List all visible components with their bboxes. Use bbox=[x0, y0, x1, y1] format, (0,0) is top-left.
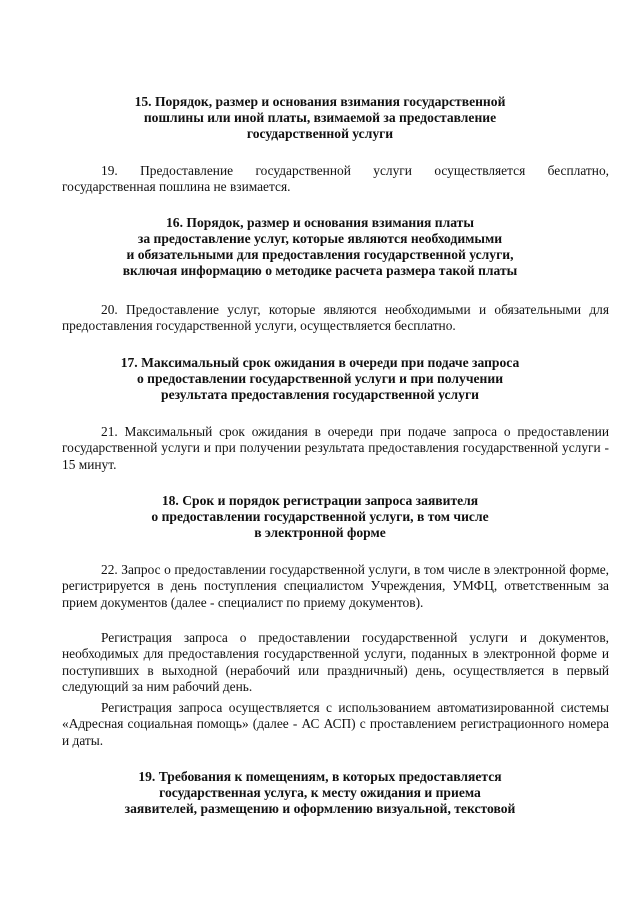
heading-line: заявителей, размещению и оформлению визуальной, текстовой bbox=[124, 801, 516, 816]
paragraph-22: 22. Запрос о предоставлении государственной услуги, в том числе в электронной форме, регистрируется в день поступления специалистом Учреждения, УМФЦ, ответственным за прием документов (далее - специалист по приему документов). bbox=[62, 562, 609, 610]
heading-line: 18. Срок и порядок регистрации запроса заявителя bbox=[161, 493, 479, 508]
section-16-heading bbox=[80, 215, 560, 279]
paragraph-registration-weekend: Регистрация запроса о предоставлении государственной услуги и документов, необходимых для предоставления государственной услуги, поданных в электронной форме и поступивших в выходной (нерабочий или праздничный) день, осуществляется в первый следующий за ним рабочий день. bbox=[62, 630, 609, 694]
heading-line: о предоставлении государственной услуги, в том числе bbox=[151, 509, 489, 524]
heading-line: государственной услуги bbox=[246, 126, 394, 141]
heading-line: государственная услуга, к месту ожидания и приема bbox=[159, 785, 481, 800]
heading-line: включая информацию о методике расчета размера такой платы bbox=[122, 263, 518, 278]
paragraph-registration-system: Регистрация запроса осуществляется с использованием автоматизированной системы «Адресная социальная помощь» (далее - АС АСП) с проставлением регистрационного номера и даты. bbox=[62, 700, 609, 748]
paragraph-19: 19. Предоставление государственной услуги осуществляется бесплатно, государственная пошлина не взимается. bbox=[62, 163, 609, 195]
heading-line: и обязательными для предоставления государственной услуги, bbox=[126, 247, 514, 262]
heading-line: за предоставление услуг, которые являются необходимыми bbox=[137, 231, 503, 246]
heading-line: 16. Порядок, размер и основания взимания платы bbox=[166, 215, 474, 230]
paragraph-20: 20. Предоставление услуг, которые являются необходимыми и обязательными для предоставления государственной услуги, осуществляется бесплатно. bbox=[62, 302, 609, 334]
heading-line: 19. Требования к помещениям, в которых предоставляется bbox=[138, 769, 502, 784]
section-17-heading bbox=[80, 355, 560, 403]
heading-line: 17. Максимальный срок ожидания в очереди при подаче запроса bbox=[120, 355, 520, 370]
section-19-heading bbox=[80, 769, 560, 817]
heading-line: в электронной форме bbox=[254, 525, 386, 540]
heading-line: 15. Порядок, размер и основания взимания государственной bbox=[134, 94, 506, 109]
heading-line: результата предоставления государственной услуги bbox=[161, 387, 479, 402]
paragraph-21: 21. Максимальный срок ожидания в очереди при подаче запроса о предоставлении государственной услуги и при получении результата предоставления государственной услуги - 15 минут. bbox=[62, 424, 609, 472]
section-15-heading bbox=[100, 94, 540, 142]
section-18-heading bbox=[100, 493, 540, 541]
heading-line: пошлины или иной платы, взимаемой за предоставление bbox=[143, 110, 497, 125]
heading-line: о предоставлении государственной услуги и при получении bbox=[136, 371, 504, 386]
